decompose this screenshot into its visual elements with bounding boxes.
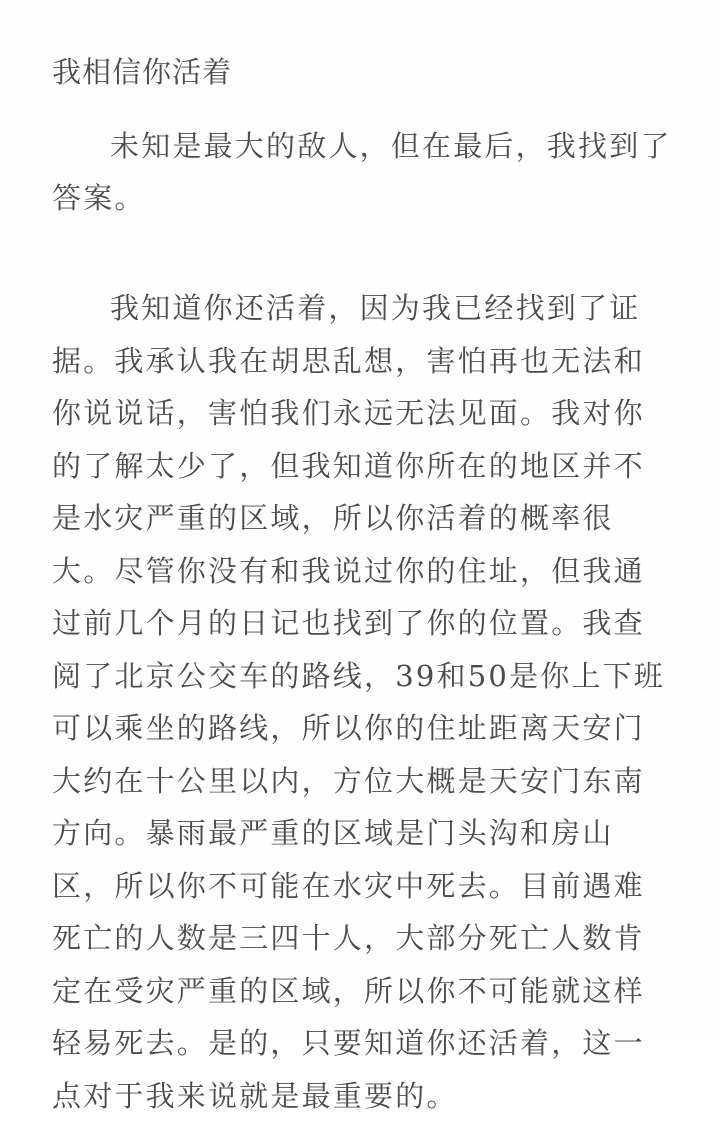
paragraph-intro: 未知是最大的敌人，但在最后，我找到了答案。 <box>52 129 672 215</box>
document-title: 我相信你活着 <box>52 55 233 89</box>
paragraph-main: 我知道你还活着，因为我已经找到了证据。我承认我在胡思乱想，害怕再也无法和你说说话，害怕我们永远无法见面。我对你的了解太少了，但我知道你所在的地区并不是水灾严重的区域，所以你活着的概率很大。尽管你没有和我说过你的住址，但我通过前几个月的日记也找到了你的位置。我查阅了北京公交车的路线，39和50是你上下班可以乘坐的路线，所以你的住址距离天安门大约在十公里以内，方位大概是天安门东南方向。暴雨最严重的区域是门头沟和房山区，所以你不可能在水灾中死去。目前遇难死亡的人数是三四十人，大部分死亡人数肯定在受灾严重的区域，所以你不可能就这样轻易死去。是的，只要知道你还活着，这一点对于我来说就是最重要的。 <box>52 291 666 1113</box>
